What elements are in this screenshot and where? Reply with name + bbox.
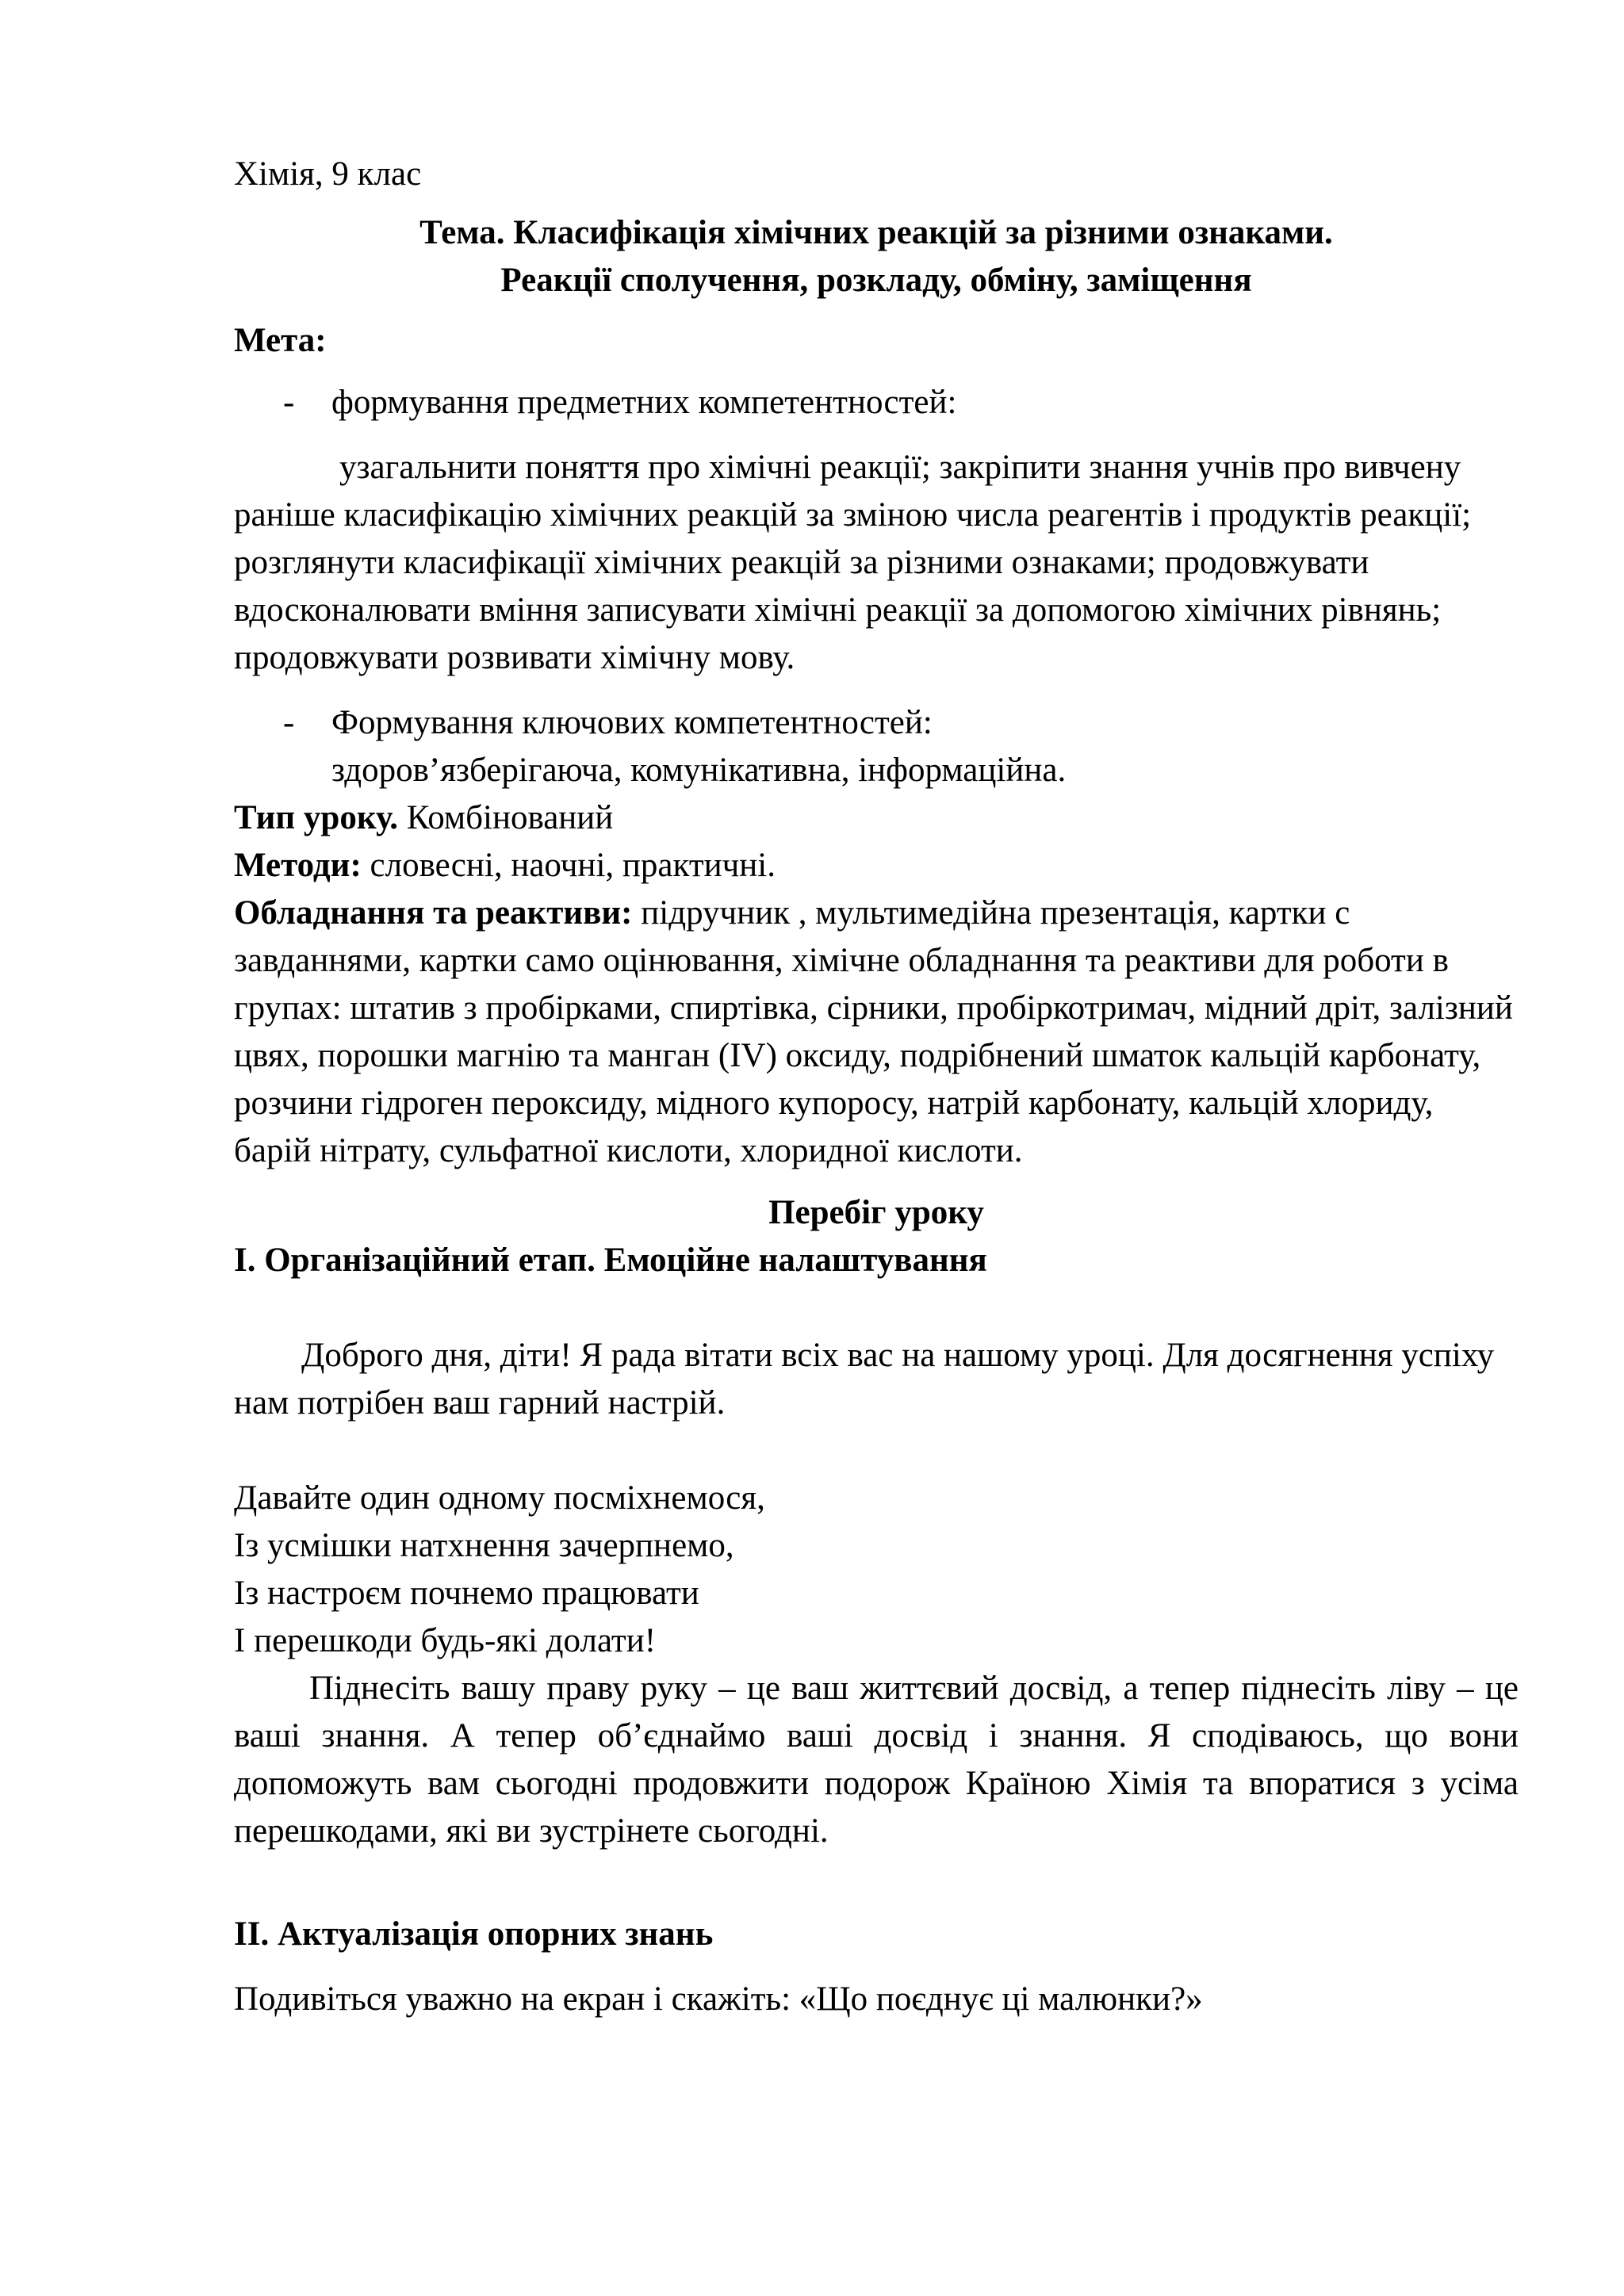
blank-line — [234, 1284, 1519, 1332]
poem-line: Із настроєм почнемо працювати — [234, 1575, 699, 1612]
raise-hands-paragraph: Піднесіть вашу праву руку – це ваш життєвий досвід, а тепер піднесіть ліву – це ваші знання. А тепер об’єднаймо ваші досвід і знання. Я сподіваюсь, що вони допоможуть вам сьогодні продовжити подорож Країною Хімія та впоратися з усіма перешкодами, які ви зустрінете сьогодні. — [234, 1670, 1519, 1850]
lesson-type — [234, 794, 1519, 842]
equipment — [234, 890, 1519, 1175]
greeting-paragraph: Доброго дня, діти! Я рада вітати всіх вас на нашому уроці. Для досягнення успіху нам потрібен ваш гарний настрій. — [234, 1337, 1495, 1422]
poem-line: Давайте один одному посміхнемося, — [234, 1479, 765, 1517]
dash-bullet: - — [283, 384, 295, 421]
section-1-title: І. Організаційний етап. Емоційне налаштування — [234, 1242, 987, 1279]
goal-item-subject-competence-text: формування предметних компетентностей: — [331, 384, 957, 421]
poem-line: І перешкоди будь-які долати! — [234, 1622, 657, 1659]
methods-label: Методи: — [234, 847, 362, 884]
dash-bullet: - — [283, 704, 295, 741]
poem-line: Із усмішки натхнення зачерпнемо, — [234, 1527, 734, 1564]
methods — [234, 842, 1519, 890]
lesson-course-heading: Перебіг уроку — [768, 1194, 984, 1231]
subject-grade: Хімія, 9 клас — [234, 155, 422, 193]
blank-line — [234, 1427, 1519, 1475]
goal-item-subject-competence — [234, 379, 1519, 427]
goal-subject-competence-body: узагальнити поняття про хімічні реакції; закріпити знання учнів про вивчену раніше класифікацію хімічних реакцій за зміною числа реагентів і продуктів реакції; розглянути класифікації хімічних реакцій за різними ознаками; продовжувати вдосконалювати вміння записувати хімічні реакції за допомогою хімічних рівнянь; продовжувати розвивати хімічну мову. — [234, 449, 1472, 676]
lesson-title-line-2: Реакції сполучення, розкладу, обміну, заміщення — [500, 262, 1252, 299]
lesson-type-label: Тип уроку. — [234, 799, 398, 836]
equipment-value: підручник , мультимедійна презентація, картки с завданнями, картки само оцінювання, хімічне обладнання та реактиви для роботи в групах: штатив з пробірками, спиртівка, сірники, пробіркотримач, мідний дріт, залізний цвях, порошки магнію та манган (IV) оксиду, подрібнений шматок кальцій карбонату, розчини гідроген пероксиду, мідного купоросу, натрій карбонату, кальцій хлориду, барій нітрату, сульфатної кислоти, хлоридної кислоти. — [234, 894, 1513, 1169]
section-2-title: ІІ. Актуалізація опорних знань — [234, 1915, 714, 1953]
lesson-title — [234, 209, 1519, 304]
goal-item-key-competence — [234, 699, 1519, 747]
goal-key-competence-body: здоров’язберігаюча, комунікативна, інформаційна. — [331, 752, 1067, 789]
equipment-label: Обладнання та реактиви: — [234, 894, 633, 932]
goal-label: Мета: — [234, 322, 327, 359]
goal-item-key-competence-text: Формування ключових компетентностей: — [331, 704, 933, 741]
document-page — [234, 151, 1519, 2023]
methods-value: словесні, наочні, практичні. — [361, 847, 776, 884]
lesson-type-value: Комбінований — [397, 799, 614, 836]
poem — [234, 1475, 1519, 1665]
lesson-title-line-1: Тема. Класифікація хімічних реакцій за різними ознаками. — [419, 214, 1333, 251]
section-2-text: Подивіться уважно на екран і скажіть: «Що поєднує ці малюнки?» — [234, 1980, 1203, 2018]
